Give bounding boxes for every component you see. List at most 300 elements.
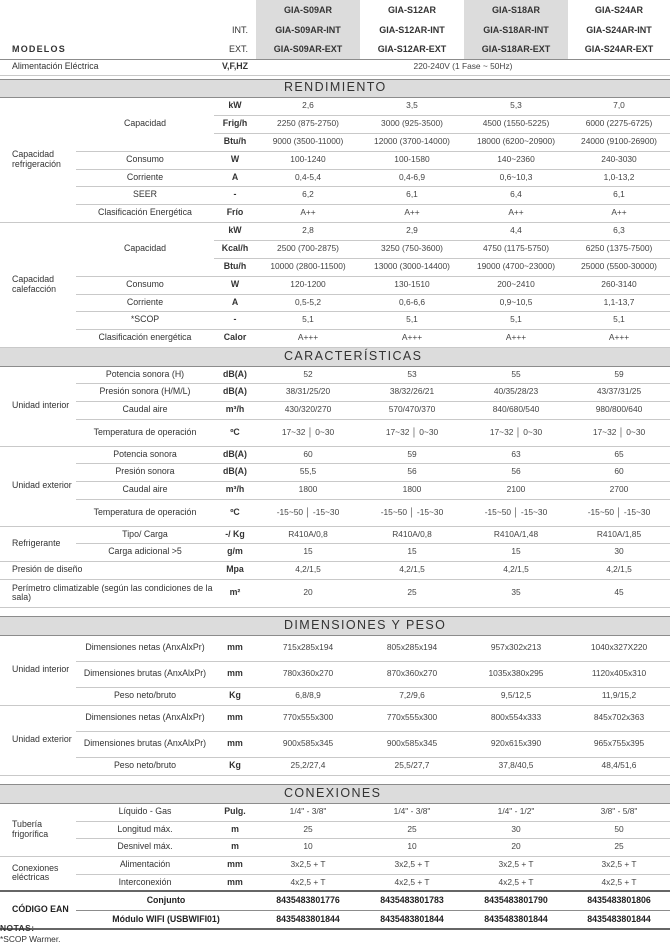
section-title: CARACTERÍSTICAS xyxy=(256,347,670,366)
table-cell: Pulg. xyxy=(214,803,256,821)
table-cell: Kg xyxy=(214,757,256,775)
table-cell: 0,6-6,6 xyxy=(360,294,464,311)
table-row xyxy=(0,526,670,543)
table-cell: 780x360x270 xyxy=(256,661,360,687)
table-cell: 870x360x270 xyxy=(360,661,464,687)
table-cell: -15~50 │ -15~30 xyxy=(256,499,360,526)
table-cell: *SCOP xyxy=(76,311,214,329)
section-conexiones xyxy=(0,784,670,803)
table-cell: 770x555x300 xyxy=(360,705,464,731)
table-cell: 0,9~10,5 xyxy=(464,294,568,311)
table-cell: 715x285x194 xyxy=(256,635,360,661)
table-cell: 55,5 xyxy=(256,463,360,481)
table-cell: 25,2/27,4 xyxy=(256,757,360,775)
table-cell: Kg xyxy=(214,687,256,705)
table-cell: 957x302x213 xyxy=(464,635,568,661)
table-cell: 59 xyxy=(568,366,670,383)
table-cell: 5,1 xyxy=(256,311,360,329)
table-cell: Tipo/ Carga xyxy=(76,526,214,543)
table-cell: mm xyxy=(227,876,243,887)
table-cell: 1,1-13,7 xyxy=(568,294,670,311)
table-cell: A+++ xyxy=(360,329,464,347)
table-cell: 56 xyxy=(464,463,568,481)
model-ext: GIA-S18AR-EXT xyxy=(464,40,568,59)
model-name: GIA-S09AR xyxy=(256,0,360,21)
table-cell: 900x585x345 xyxy=(256,731,360,757)
table-cell: 1800 xyxy=(360,481,464,499)
table-cell: 45 xyxy=(568,579,670,607)
table-row xyxy=(0,874,670,891)
header-row-model xyxy=(0,0,670,21)
table-cell: 2100 xyxy=(464,481,568,499)
table-cell: Longitud máx. xyxy=(76,821,214,838)
table-cell: 130-1510 xyxy=(360,276,464,294)
table-cell: 3000 (925-3500) xyxy=(360,115,464,133)
table-cell: kW xyxy=(214,97,256,115)
table-cell: 48,4/51,6 xyxy=(568,757,670,775)
table-row xyxy=(0,276,670,294)
table-cell: 430/320/270 xyxy=(256,401,360,419)
power-label: Alimentación Eléctrica xyxy=(0,59,214,75)
table-cell: 25 xyxy=(360,579,464,607)
table-cell: 10000 (2800-11500) xyxy=(256,258,360,276)
table-cell: 8435483801844 xyxy=(256,910,360,929)
table-row xyxy=(0,204,670,222)
table-cell: 3250 (750-3600) xyxy=(360,240,464,258)
table-cell: 37,8/40,5 xyxy=(464,757,568,775)
table-cell: -15~50 │ -15~30 xyxy=(568,499,670,526)
table-cell: 2,9 xyxy=(360,222,464,240)
table-cell: mm xyxy=(214,705,256,731)
table-cell: 1120x405x310 xyxy=(568,661,670,687)
table-cell: 17~32 │ 0~30 xyxy=(360,419,464,446)
table-cell: A++ xyxy=(464,204,568,222)
table-cell: dB(A) xyxy=(214,446,256,463)
ext-label: EXT. xyxy=(228,43,248,54)
notes-title: NOTAS: xyxy=(0,923,35,933)
table-cell: 1/4" - 3/8" xyxy=(360,803,464,821)
model-name: GIA-S24AR xyxy=(594,4,643,15)
table-cell: 4x2,5 + T xyxy=(290,876,326,887)
table-cell: 19000 (4700~23000) xyxy=(464,258,568,276)
row-label: Capacidad xyxy=(76,222,214,276)
table-cell: 8435483801790 xyxy=(464,891,568,910)
table-cell: 4,2/1,5 xyxy=(464,561,568,579)
table-row xyxy=(0,731,670,757)
table-cell: 770x555x300 xyxy=(256,705,360,731)
table-cell: 5,3 xyxy=(464,97,568,115)
table-cell: 1/4" - 1/2" xyxy=(464,803,568,821)
table-cell: 120-1200 xyxy=(256,276,360,294)
table-row xyxy=(0,757,670,775)
table-cell: 15 xyxy=(464,543,568,561)
ean-row xyxy=(0,910,670,929)
table-cell: 4x2,5 + T xyxy=(498,876,534,887)
table-cell: 4,2/1,5 xyxy=(360,561,464,579)
table-cell: 1035x380x295 xyxy=(464,661,568,687)
table-cell: ºC xyxy=(214,499,256,526)
section-title: CONEXIONES xyxy=(256,784,670,803)
table-row xyxy=(0,463,670,481)
table-cell: 3x2,5 + T xyxy=(568,856,670,874)
table-row xyxy=(0,803,670,821)
table-cell: 5,1 xyxy=(568,311,670,329)
table-cell: 570/470/370 xyxy=(360,401,464,419)
table-row xyxy=(0,838,670,856)
table-cell: 980/800/640 xyxy=(568,401,670,419)
table-row xyxy=(0,543,670,561)
table-cell: 8435483801844 xyxy=(360,910,464,929)
table-cell: 8435483801783 xyxy=(360,891,464,910)
table-cell: 35 xyxy=(464,579,568,607)
table-row xyxy=(0,366,670,383)
table-cell: W xyxy=(214,276,256,294)
table-cell: 15 xyxy=(256,543,360,561)
table-cell: 6,4 xyxy=(464,186,568,204)
group-label: Capacidad refrigeración xyxy=(0,97,76,222)
table-cell: 920x615x390 xyxy=(464,731,568,757)
table-cell: 8435483801844 xyxy=(464,910,568,929)
table-cell: 200~2410 xyxy=(464,276,568,294)
table-cell: 6,8/8,9 xyxy=(256,687,360,705)
notes-scop: *SCOP Warmer. xyxy=(0,934,61,944)
table-cell: Calor xyxy=(214,329,256,347)
table-cell: A++ xyxy=(360,204,464,222)
table-cell: mm xyxy=(214,856,256,874)
table-cell: 25,5/27,7 xyxy=(360,757,464,775)
table-cell: 25 xyxy=(568,838,670,856)
table-row xyxy=(0,169,670,186)
table-cell: Consumo xyxy=(76,151,214,169)
table-cell: 2,6 xyxy=(256,97,360,115)
ean-row xyxy=(0,891,670,910)
table-cell: 4750 (1175-5750) xyxy=(464,240,568,258)
table-cell: A xyxy=(214,169,256,186)
table-cell: A++ xyxy=(568,204,670,222)
table-cell: Corriente xyxy=(76,169,214,186)
table-cell: 55 xyxy=(464,366,568,383)
table-cell: mm xyxy=(214,635,256,661)
table-row xyxy=(0,222,670,240)
table-cell: 1,0-13,2 xyxy=(568,169,670,186)
table-cell: g/m xyxy=(214,543,256,561)
table-cell: 4x2,5 + T xyxy=(394,876,430,887)
table-row xyxy=(0,383,670,401)
table-row xyxy=(0,446,670,463)
table-cell: Btu/h xyxy=(214,258,256,276)
table-cell: Corriente xyxy=(76,294,214,311)
table-cell: 65 xyxy=(568,446,670,463)
table-cell: 50 xyxy=(568,821,670,838)
group-label: Unidad exterior xyxy=(0,705,76,775)
table-cell: 240-3030 xyxy=(568,151,670,169)
table-cell: 4500 (1550-5225) xyxy=(464,115,568,133)
table-cell: 8435483801806 xyxy=(568,891,670,910)
table-cell: 2500 (700-2875) xyxy=(256,240,360,258)
table-cell: Potencia sonora (H) xyxy=(76,366,214,383)
table-cell: kW xyxy=(214,222,256,240)
modelos-title: MODELOS xyxy=(12,43,66,54)
table-cell: 5,1 xyxy=(360,311,464,329)
table-cell: 17~32 │ 0~30 xyxy=(464,419,568,446)
table-cell: 24000 (9100-26900) xyxy=(568,133,670,151)
table-cell: 25 xyxy=(360,821,464,838)
table-cell: Presión de diseño xyxy=(0,561,214,579)
table-cell: 6,1 xyxy=(360,186,464,204)
table-cell: 52 xyxy=(256,366,360,383)
table-cell: 43/37/31/25 xyxy=(568,383,670,401)
table-cell: 7,0 xyxy=(568,97,670,115)
table-cell: 4,4 xyxy=(464,222,568,240)
table-cell: 60 xyxy=(568,463,670,481)
table-cell: 260-3140 xyxy=(568,276,670,294)
table-cell: Caudal aire xyxy=(76,401,214,419)
table-cell: Módulo WIFI (USBWIFI01) xyxy=(76,910,256,929)
table-cell: Presión sonora xyxy=(76,463,214,481)
table-cell: 6000 (2275-6725) xyxy=(568,115,670,133)
table-cell: -15~50 │ -15~30 xyxy=(360,499,464,526)
table-cell: Clasificación Energética xyxy=(76,204,214,222)
group-label: Capacidad calefacción xyxy=(0,222,76,347)
model-int: GIA-S18AR-INT xyxy=(464,21,568,40)
table-cell: 9000 (3500-11000) xyxy=(256,133,360,151)
table-cell: mm xyxy=(214,731,256,757)
table-cell: 2,8 xyxy=(256,222,360,240)
table-cell: 4x2,5 + T xyxy=(601,876,637,887)
table-cell: dB(A) xyxy=(214,366,256,383)
table-cell: 18000 (6200~20900) xyxy=(464,133,568,151)
table-cell: Peso neto/bruto xyxy=(76,757,214,775)
table-cell: 11,9/15,2 xyxy=(568,687,670,705)
table-cell: 38/32/26/21 xyxy=(360,383,464,401)
table-cell: dB(A) xyxy=(214,383,256,401)
table-cell: 900x585x345 xyxy=(360,731,464,757)
group-label: Refrigerante xyxy=(0,526,76,561)
group-label: Unidad interior xyxy=(0,635,76,705)
group-label: Tubería frigorífica xyxy=(0,803,76,856)
table-row xyxy=(0,97,670,115)
table-cell: Clasificación energética xyxy=(76,329,214,347)
table-cell: 20 xyxy=(464,838,568,856)
header-row-int xyxy=(0,21,670,40)
table-cell: Temperatura de operación xyxy=(76,419,214,446)
table-row xyxy=(0,151,670,169)
table-cell: - xyxy=(214,311,256,329)
table-cell: Perímetro climatizable (según las condiciones de la sala) xyxy=(0,579,214,607)
table-row xyxy=(0,705,670,731)
table-row xyxy=(0,186,670,204)
table-cell: 0,4-6,9 xyxy=(360,169,464,186)
header-row-ext xyxy=(0,40,670,59)
table-cell: Dimensiones brutas (AnxAlxPr) xyxy=(76,661,214,687)
int-label: INT. xyxy=(231,24,248,35)
table-cell: 13000 (3000-14400) xyxy=(360,258,464,276)
table-cell: 2700 xyxy=(568,481,670,499)
table-cell: 17~32 │ 0~30 xyxy=(568,419,670,446)
table-cell: Mpa xyxy=(214,561,256,579)
table-cell: A++ xyxy=(256,204,360,222)
table-cell: Kcal/h xyxy=(214,240,256,258)
table-cell: 56 xyxy=(360,463,464,481)
table-cell: SEER xyxy=(76,186,214,204)
power-value: 220-240V (1 Fase ~ 50Hz) xyxy=(256,59,670,75)
table-cell: A+++ xyxy=(464,329,568,347)
table-cell: 100-1240 xyxy=(256,151,360,169)
table-row xyxy=(0,329,670,347)
table-cell: 60 xyxy=(256,446,360,463)
model-name: GIA-S18AR xyxy=(464,0,568,21)
table-cell: 12000 (3700-14000) xyxy=(360,133,464,151)
table-cell: 59 xyxy=(360,446,464,463)
table-cell: 30 xyxy=(464,821,568,838)
model-ext: GIA-S12AR-EXT xyxy=(377,43,447,54)
table-cell: 38/31/25/20 xyxy=(256,383,360,401)
table-cell: 3x2,5 + T xyxy=(256,856,360,874)
table-cell: 4,2/1,5 xyxy=(568,561,670,579)
model-ext: GIA-S09AR-EXT xyxy=(256,40,360,59)
table-cell: 0,6~10,3 xyxy=(464,169,568,186)
table-cell: - xyxy=(214,186,256,204)
table-cell: 6,2 xyxy=(256,186,360,204)
model-ext: GIA-S24AR-EXT xyxy=(584,43,654,54)
section-caracteristicas xyxy=(0,347,670,366)
model-name: GIA-S12AR xyxy=(387,4,436,15)
table-cell: A+++ xyxy=(568,329,670,347)
table-cell: 800x554x333 xyxy=(464,705,568,731)
table-cell: 2250 (875-2750) xyxy=(256,115,360,133)
ean-label: CÓDIGO EAN xyxy=(0,891,76,929)
table-cell: Conjunto xyxy=(76,891,256,910)
table-cell: 805x285x194 xyxy=(360,635,464,661)
model-int: GIA-S09AR-INT xyxy=(256,21,360,40)
table-cell: 3x2,5 + T xyxy=(464,856,568,874)
table-cell: 6250 (1375-7500) xyxy=(568,240,670,258)
table-cell: 53 xyxy=(360,366,464,383)
table-row xyxy=(0,821,670,838)
table-cell: dB(A) xyxy=(214,463,256,481)
table-cell: 1040x327X220 xyxy=(568,635,670,661)
table-cell: Frig/h xyxy=(214,115,256,133)
section-title: DIMENSIONES Y PESO xyxy=(256,616,670,635)
section-title: RENDIMIENTO xyxy=(256,79,670,97)
table-cell: A+++ xyxy=(256,329,360,347)
table-cell: 9,5/12,5 xyxy=(464,687,568,705)
table-cell: m xyxy=(214,838,256,856)
table-cell: 8435483801776 xyxy=(256,891,360,910)
table-cell: 965x755x395 xyxy=(568,731,670,757)
table-cell: 8435483801844 xyxy=(568,910,670,929)
table-cell: Interconexión xyxy=(118,876,172,887)
table-cell: Dimensiones netas (AnxAlxPr) xyxy=(76,635,214,661)
table-row xyxy=(0,401,670,419)
notes xyxy=(0,923,61,945)
table-cell: A xyxy=(214,294,256,311)
table-row xyxy=(0,561,670,579)
table-row xyxy=(0,294,670,311)
table-cell: m³/h xyxy=(214,481,256,499)
table-cell: R410A/1,48 xyxy=(464,526,568,543)
table-cell: 10 xyxy=(360,838,464,856)
table-cell: 0,5-5,2 xyxy=(256,294,360,311)
table-cell: 17~32 │ 0~30 xyxy=(256,419,360,446)
table-cell: Caudal aire xyxy=(76,481,214,499)
section-rendimiento xyxy=(0,79,670,97)
table-row xyxy=(0,635,670,661)
table-cell: Btu/h xyxy=(214,133,256,151)
table-cell: Temperatura de operación xyxy=(76,499,214,526)
table-cell: 30 xyxy=(568,543,670,561)
table-cell: m xyxy=(214,821,256,838)
table-cell: mm xyxy=(214,661,256,687)
table-cell: 20 xyxy=(256,579,360,607)
table-cell: 7,2/9,6 xyxy=(360,687,464,705)
table-cell: Líquido - Gas xyxy=(76,803,214,821)
table-cell: Carga adicional >5 xyxy=(76,543,214,561)
table-cell: 100-1580 xyxy=(360,151,464,169)
table-cell: R410A/0,8 xyxy=(360,526,464,543)
table-cell: 6,1 xyxy=(568,186,670,204)
table-cell: 0,4-5,4 xyxy=(256,169,360,186)
power-row xyxy=(0,59,670,75)
table-cell: -15~50 │ -15~30 xyxy=(464,499,568,526)
table-row xyxy=(0,856,670,874)
model-int: GIA-S24AR-INT xyxy=(586,24,652,35)
table-cell: Desnivel máx. xyxy=(76,838,214,856)
table-cell: Potencia sonora xyxy=(76,446,214,463)
table-cell: Dimensiones netas (AnxAlxPr) xyxy=(76,705,214,731)
table-cell: 63 xyxy=(464,446,568,463)
table-row xyxy=(0,499,670,526)
table-cell: R410A/1,85 xyxy=(568,526,670,543)
group-label: Conexiones eléctricas xyxy=(12,862,59,883)
table-cell: 10 xyxy=(256,838,360,856)
table-cell: 1/4" - 3/8" xyxy=(256,803,360,821)
table-cell: Frío xyxy=(214,204,256,222)
table-cell: 5,1 xyxy=(464,311,568,329)
table-cell: 840/680/540 xyxy=(464,401,568,419)
table-cell: 25 xyxy=(256,821,360,838)
table-cell: 40/35/28/23 xyxy=(464,383,568,401)
table-cell: Consumo xyxy=(76,276,214,294)
table-cell: Presión sonora (H/M/L) xyxy=(76,383,214,401)
table-cell: W xyxy=(214,151,256,169)
table-cell: Dimensiones brutas (AnxAlxPr) xyxy=(76,731,214,757)
table-cell: 6,3 xyxy=(568,222,670,240)
table-cell: m³/h xyxy=(214,401,256,419)
table-row xyxy=(0,579,670,607)
table-cell: 3x2,5 + T xyxy=(360,856,464,874)
table-cell: 1800 xyxy=(256,481,360,499)
table-cell: R410A/0,8 xyxy=(256,526,360,543)
table-row xyxy=(0,419,670,446)
model-int: GIA-S12AR-INT xyxy=(379,24,445,35)
section-dimensiones xyxy=(0,616,670,635)
power-unit: V,F,HZ xyxy=(214,59,256,75)
table-row xyxy=(0,661,670,687)
table-cell: m² xyxy=(214,579,256,607)
table-cell: 4,2/1,5 xyxy=(256,561,360,579)
group-label: Unidad exterior xyxy=(0,446,76,526)
table-cell: 845x702x363 xyxy=(568,705,670,731)
table-cell: 25000 (5500-30000) xyxy=(568,258,670,276)
table-cell: 3/8" - 5/8" xyxy=(568,803,670,821)
table-cell: Peso neto/bruto xyxy=(76,687,214,705)
table-row xyxy=(0,311,670,329)
row-label: Capacidad xyxy=(76,97,214,151)
group-label: Unidad interior xyxy=(0,366,76,446)
table-cell: 3,5 xyxy=(360,97,464,115)
table-cell: 15 xyxy=(360,543,464,561)
